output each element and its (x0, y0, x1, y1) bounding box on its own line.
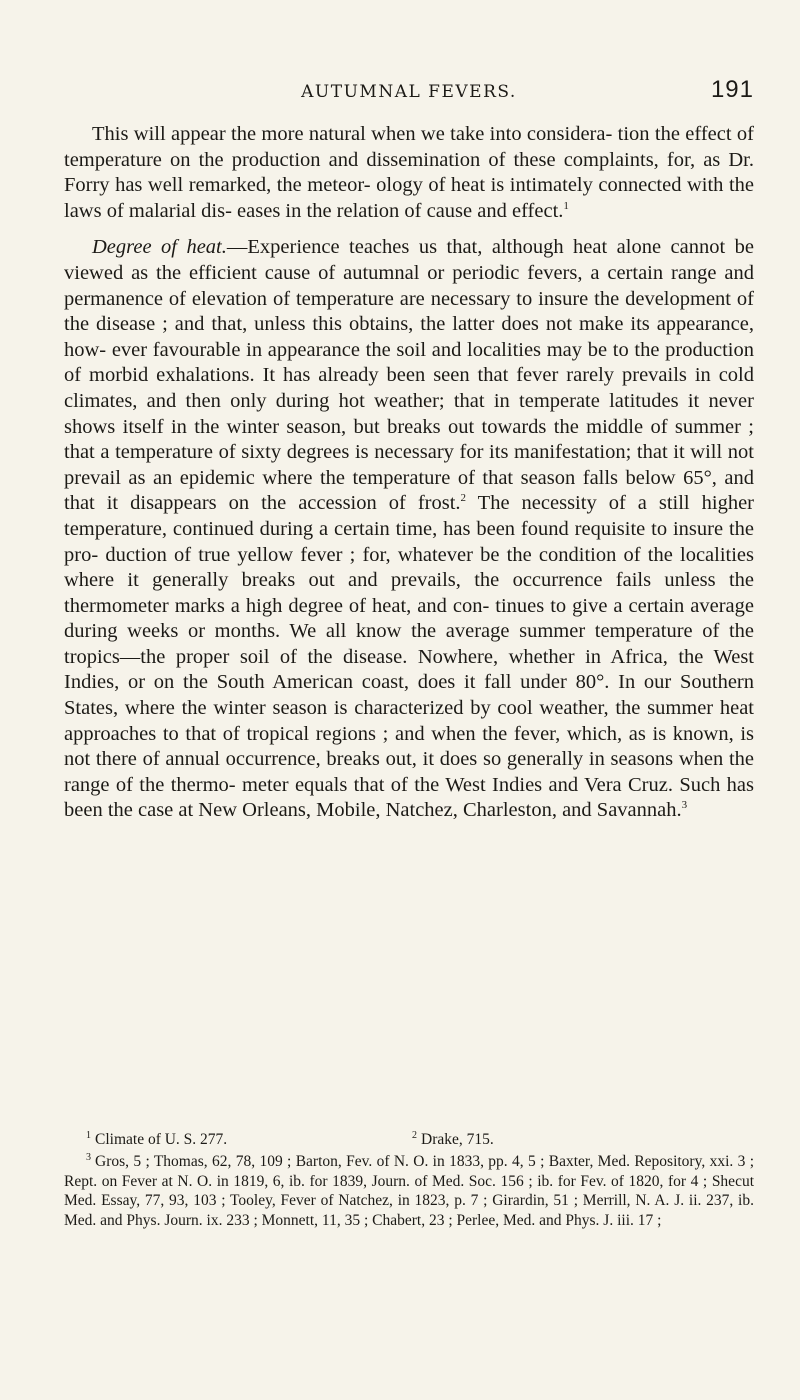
footnote-ref-1: 1 (563, 199, 569, 212)
page-header (64, 78, 754, 108)
paragraph-2-text-a: —Experience teaches us that, although heat alone cannot be viewed as the efficient cause of autumnal or periodic fevers, a certain range and permanence of elevation of temperature are necessary to insure the development of the disease ; and that, unless this obtains, the latter does not make its appearance, how- ever favourable in appearance the soil and localities may be to the production of morbid exhalations. It has already been seen that fever rarely prevails in cold climates, and then only during hot weather; that in temperate latitudes it never shows itself in the winter season, but breaks out towards the middle of summer ; that a temperature of sixty degrees is necessary for its manifestation; that it will not prevail as an epidemic where the temperature of that season falls below 65°, and that it disappears on the accession of frost. (64, 236, 754, 515)
main-text (64, 122, 754, 824)
footnote-1-text: Climate of U. S. 277. (95, 1131, 228, 1148)
running-title: AUTUMNAL FEVERS. (301, 82, 517, 102)
paragraph-1-text: This will appear the more natural when we take into considera- tion the effect of temperature on the production and dissemination of these complaints, for, as Dr. Forry has well remarked, the meteor- ology of heat is intimately connected with the laws of malarial dis- eases in the relation of cause and effect. (64, 123, 754, 222)
paragraph-2-text-b: The necessity of a still higher temperature, continued during a certain time, has been found requisite to insure the pro- duction of true yellow fever ; for, whatever be the condition of the localities where it generally breaks out and prevails, the occurrence fails unless the thermometer marks a high degree of heat, and con- tinues to give a certain average during weeks or months. We all know the average summer temperature of the tropics—the proper soil of the disease. Nowhere, whether in Africa, the West Indies, or on the South American coast, does it fall under 80°. In our Southern States, where the winter season is characterized by cool weather, the summer heat approaches to that of tropical regions ; and when the fever, which, as is known, is not there of annual occurrence, breaks out, it does so generally in seasons when the range of the thermo- meter equals that of the West Indies and Vera Cruz. Such has been the case at New Orleans, Mobile, Natchez, Charleston, and Savannah. (64, 492, 755, 822)
footnote-3-text: Gros, 5 ; Thomas, 62, 78, 109 ; Barton, Fev. of N. O. in 1833, pp. 4, 5 ; Baxter, Med. Repository, xxi. 3 ; Rept. on Fever at N. O. in 1819, 6, ib. for 1839, Journ. of Med. Soc. 156 ; ib. for Fev. of 1820, for 4 ; Shecut Med. Essay, 77, 93, 103 ; Tooley, Fever of Natchez, in 1823, p. 7 ; Girardin, 51 ; Merrill, N. A. J. ii. 237, ib. Med. and Phys. Journ. ix. 233 ; Monnett, 11, 35 ; Chabert, 23 ; Perlee, Med. and Phys. J. iii. 17 ; (64, 1152, 754, 1230)
paragraph-1 (64, 122, 754, 224)
footnote-2-mark: 2 (412, 1129, 417, 1141)
footnote-2 (404, 1130, 494, 1150)
page-number: 191 (710, 76, 754, 103)
section-heading-degree-of-heat: Degree of heat. (92, 236, 227, 259)
footnote-1-mark: 1 (86, 1129, 91, 1141)
footnotes (64, 1130, 754, 1231)
paragraph-2 (64, 235, 754, 824)
footnote-3-mark: 3 (86, 1151, 91, 1163)
footnote-ref-2: 2 (460, 492, 467, 505)
footnote-row-1-2 (64, 1130, 754, 1150)
footnote-3 (64, 1152, 754, 1231)
footnote-2-text: Drake, 715. (421, 1131, 494, 1148)
footnote-ref-3: 3 (681, 799, 688, 812)
footnote-1 (64, 1130, 404, 1150)
